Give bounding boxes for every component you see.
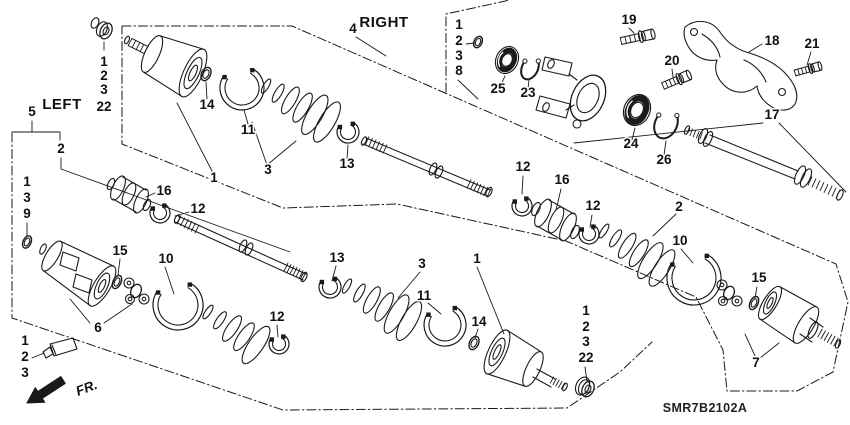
callout-1: 1 (473, 251, 481, 266)
callout-7: 7 (752, 355, 760, 370)
callout-15: 15 (751, 270, 767, 285)
shield-bolt-21 (794, 61, 822, 75)
boot-band-10-right (667, 254, 721, 305)
callout-12: 12 (190, 201, 206, 216)
callout-18: 18 (764, 33, 780, 48)
callout-11: 11 (240, 122, 256, 137)
boot-band-12-left-inner (269, 334, 289, 354)
callout-12: 12 (269, 309, 285, 324)
callout-2: 2 (57, 141, 65, 156)
callout-10: 10 (672, 233, 688, 248)
callout-12: 12 (515, 159, 531, 174)
driveshaft-right (360, 136, 493, 198)
callout-22: 22 (578, 350, 594, 365)
left-section-label: LEFT (42, 96, 82, 113)
o-ring-8 (472, 35, 484, 49)
callout-2: 2 (675, 199, 683, 214)
mount-bolt-19 (620, 29, 656, 45)
outboard-joint-right (123, 33, 212, 101)
heat-shield-18 (684, 21, 797, 110)
callout-14: 14 (471, 314, 487, 329)
set-ring-9 (21, 234, 34, 249)
boot-band-12-right-inner (579, 224, 599, 244)
callout-13: 13 (339, 156, 355, 171)
callout-16: 16 (554, 172, 570, 187)
callout-23: 23 (520, 85, 536, 100)
grease-tube (43, 338, 77, 358)
callout-2: 2 (21, 349, 29, 364)
fr-arrow (27, 377, 65, 403)
callout-13: 13 (329, 250, 345, 265)
callout-12: 12 (585, 198, 601, 213)
callout-25: 25 (490, 81, 506, 96)
callout-6: 6 (94, 320, 102, 335)
parts-art (21, 17, 845, 403)
front-direction-label: FR. (73, 377, 100, 399)
callout-26: 26 (656, 152, 672, 167)
boot-band-11-right (220, 68, 264, 110)
outboard-joint-left (479, 327, 568, 392)
dynamic-damper-16-left (106, 174, 153, 215)
boot-band-13-left (319, 277, 341, 298)
inboard-boot-left (201, 304, 274, 367)
callout-1: 1 (210, 170, 218, 185)
callout-3: 3 (21, 365, 29, 380)
spindle-nut-right (90, 17, 115, 41)
snap-ring-14-left (467, 335, 481, 351)
spider-right (717, 280, 742, 306)
boot-band-12-left-outer (150, 203, 170, 223)
mount-bolt-20 (662, 70, 693, 90)
bearing-24 (618, 90, 655, 130)
callout-16: 16 (156, 183, 172, 198)
part-code: SMR7B2102A (662, 401, 748, 415)
callout-22: 22 (96, 99, 112, 114)
callout-5: 5 (28, 104, 36, 119)
callout-1: 1 (455, 17, 463, 32)
callout-2: 2 (582, 319, 590, 334)
boot-band-11-left (424, 306, 466, 346)
boot-band-13-right (337, 122, 359, 143)
callout-19: 19 (621, 12, 637, 27)
callout-3: 3 (264, 162, 272, 177)
callout-3: 3 (455, 48, 463, 63)
callout-2: 2 (100, 68, 108, 83)
right-section-label: RIGHT (359, 14, 409, 31)
callout-9: 9 (23, 206, 31, 221)
driveshaft-left (173, 214, 308, 283)
callout-1: 1 (582, 303, 590, 318)
callout-8: 8 (455, 63, 463, 78)
callout-3: 3 (23, 190, 31, 205)
snap-ring-23 (521, 59, 540, 79)
spindle-nut-left (573, 375, 597, 399)
callout-17: 17 (764, 107, 780, 122)
callout-14: 14 (199, 97, 215, 112)
callout-21: 21 (804, 36, 820, 51)
dynamic-damper-16-right (530, 197, 581, 243)
callout-24: 24 (623, 136, 639, 151)
text-labels (42, 14, 747, 415)
callout-3: 3 (582, 334, 590, 349)
boot-band-10-left (153, 282, 203, 330)
callout-15: 15 (112, 243, 128, 258)
outboard-boot-left (341, 278, 427, 344)
callout-10: 10 (158, 251, 174, 266)
inboard-joint-6 (38, 238, 121, 310)
callout-2: 2 (455, 33, 463, 48)
ring-15-right (747, 295, 760, 311)
callout-11: 11 (416, 288, 432, 303)
inboard-joint-7 (754, 283, 841, 349)
callout-4: 4 (349, 21, 357, 36)
callout-1: 1 (21, 333, 29, 348)
callout-1: 1 (100, 54, 108, 69)
boot-band-12-right-outer (512, 196, 532, 216)
spider-left (124, 278, 149, 304)
callout-3: 3 (100, 82, 108, 97)
outboard-boot-right (260, 78, 346, 146)
bearing-25 (491, 43, 523, 78)
callout-1: 1 (23, 174, 31, 189)
bearing-support-bracket (536, 57, 613, 128)
half-shaft-17 (683, 125, 844, 201)
callout-3: 3 (418, 256, 426, 271)
callout-20: 20 (664, 53, 680, 68)
ring-15-left (110, 274, 123, 290)
